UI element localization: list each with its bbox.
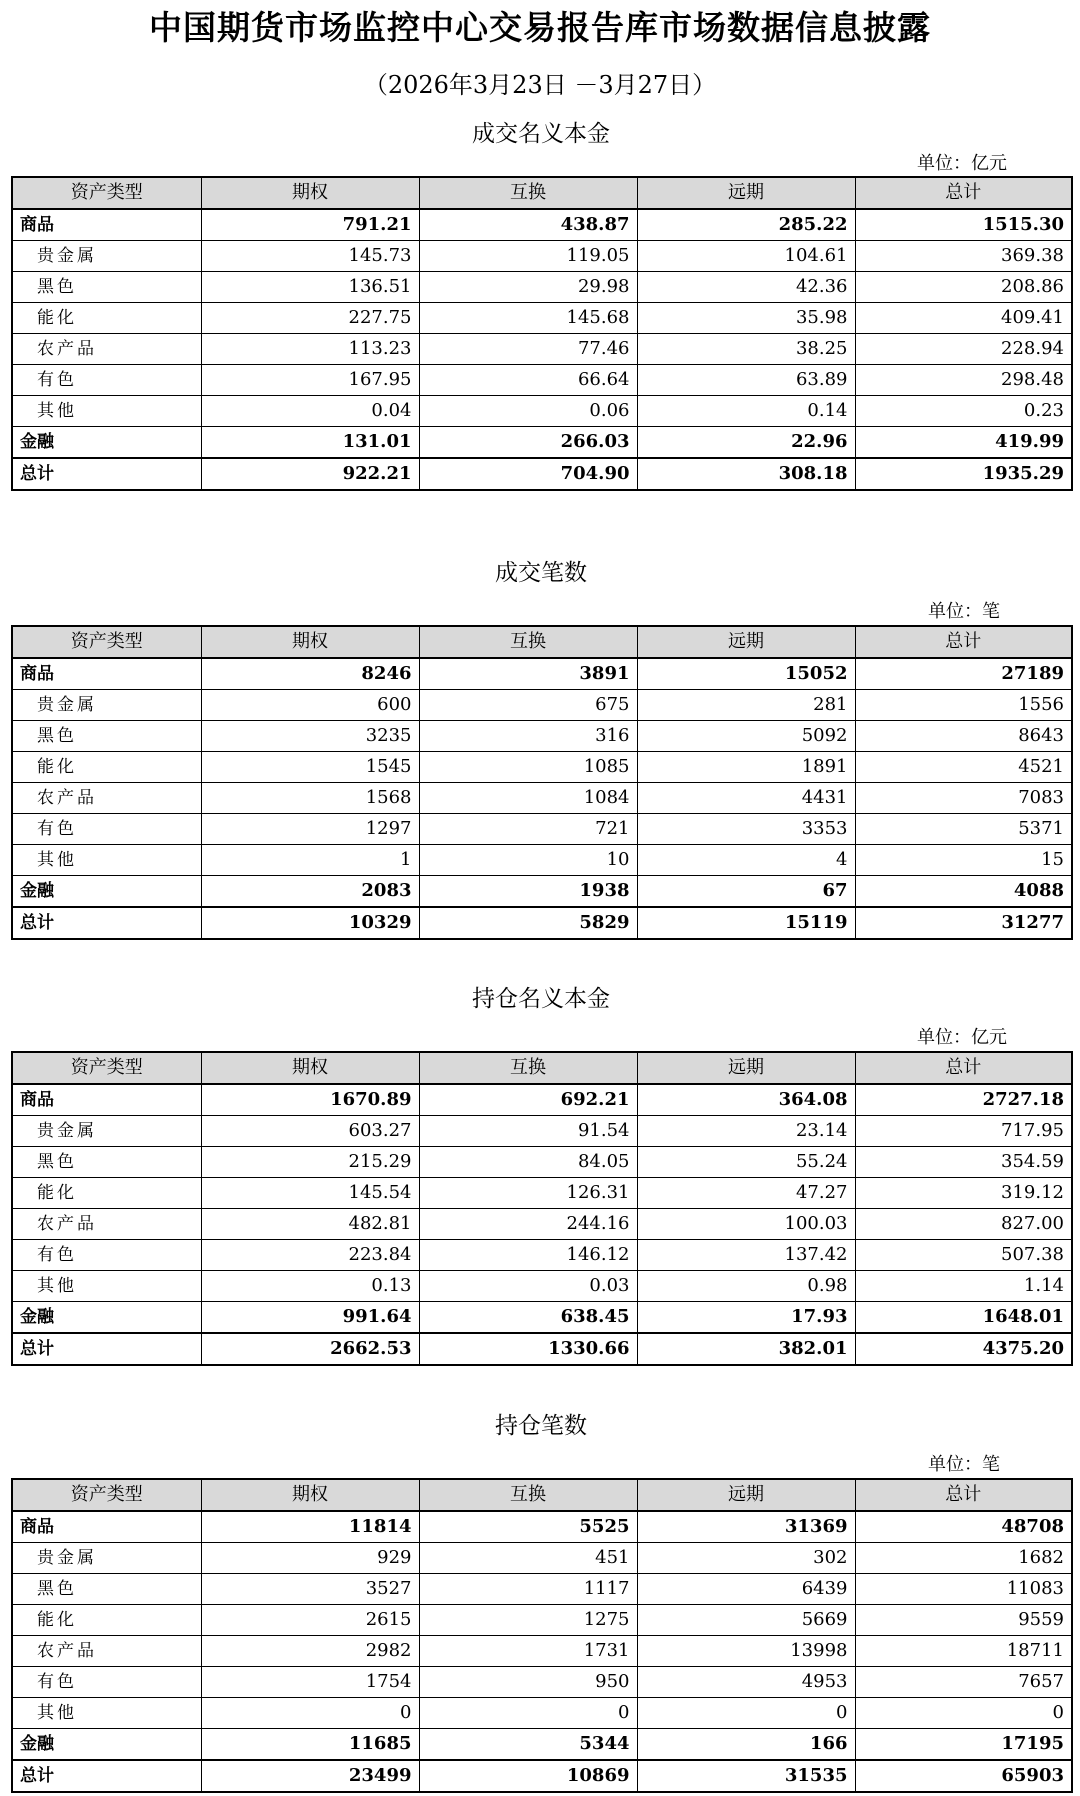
cell-option: 1754 [201,1667,419,1698]
row-label: 黑色 [12,721,201,752]
cell-swap: 1084 [419,783,637,814]
cell-swap: 266.03 [419,427,637,459]
cell-total: 11083 [855,1574,1072,1605]
cell-forward: 4953 [637,1667,855,1698]
row-label: 能化 [12,303,201,334]
table-row [12,303,1072,334]
table-header-row [12,1052,1072,1084]
cell-forward: 6439 [637,1574,855,1605]
row-label: 商品 [12,209,201,241]
col-header-forward: 远期 [637,177,855,209]
row-label: 商品 [12,1084,201,1116]
cell-forward: 31535 [637,1760,855,1792]
row-label: 能化 [12,1178,201,1209]
col-header-swap: 互换 [419,177,637,209]
cell-option: 145.73 [201,241,419,272]
cell-total: 7657 [855,1667,1072,1698]
row-label: 金融 [12,1302,201,1334]
col-header-forward: 远期 [637,1052,855,1084]
cell-swap: 0.03 [419,1271,637,1302]
table-row [12,272,1072,303]
cell-forward: 4 [637,845,855,876]
table-row-total [12,1333,1072,1365]
cell-option: 600 [201,690,419,721]
cell-total: 827.00 [855,1209,1072,1240]
cell-swap: 66.64 [419,365,637,396]
unit-label: 单位：亿元 [917,1027,1007,1048]
table-row [12,783,1072,814]
cell-forward: 4431 [637,783,855,814]
row-label: 农产品 [12,1209,201,1240]
cell-swap: 316 [419,721,637,752]
cell-option: 3235 [201,721,419,752]
cell-forward: 31369 [637,1511,855,1543]
cell-total: 8643 [855,721,1072,752]
cell-total: 228.94 [855,334,1072,365]
row-label: 有色 [12,1667,201,1698]
cell-swap: 10869 [419,1760,637,1792]
cell-forward: 308.18 [637,458,855,490]
row-label: 能化 [12,752,201,783]
cell-option: 3527 [201,1574,419,1605]
cell-forward: 281 [637,690,855,721]
row-label: 商品 [12,1511,201,1543]
table-row [12,721,1072,752]
table-row [12,690,1072,721]
cell-swap: 675 [419,690,637,721]
cell-forward: 35.98 [637,303,855,334]
cell-forward: 364.08 [637,1084,855,1116]
row-label: 金融 [12,876,201,908]
cell-forward: 22.96 [637,427,855,459]
cell-forward: 3353 [637,814,855,845]
table-row [12,427,1072,459]
row-label: 黑色 [12,1574,201,1605]
cell-swap: 126.31 [419,1178,637,1209]
col-header-option: 期权 [201,1479,419,1511]
table-row [12,1636,1072,1667]
page-title: 中国期货市场监控中心交易报告库市场数据信息披露 [149,8,931,47]
table-row [12,1605,1072,1636]
cell-total: 4521 [855,752,1072,783]
cell-swap: 10 [419,845,637,876]
row-label: 贵金属 [12,1116,201,1147]
cell-swap: 704.90 [419,458,637,490]
cell-total: 319.12 [855,1178,1072,1209]
col-header-option: 期权 [201,1052,419,1084]
table-row [12,658,1072,690]
cell-total: 354.59 [855,1147,1072,1178]
cell-total: 507.38 [855,1240,1072,1271]
cell-option: 10329 [201,907,419,939]
table-row-total [12,907,1072,939]
row-label: 金融 [12,1729,201,1761]
cell-swap: 692.21 [419,1084,637,1116]
cell-swap: 721 [419,814,637,845]
cell-total: 208.86 [855,272,1072,303]
table-row [12,1543,1072,1574]
row-label: 有色 [12,365,201,396]
table-row [12,752,1072,783]
cell-swap: 145.68 [419,303,637,334]
row-label: 贵金属 [12,1543,201,1574]
cell-option: 1568 [201,783,419,814]
cell-swap: 1275 [419,1605,637,1636]
cell-option: 145.54 [201,1178,419,1209]
cell-total: 7083 [855,783,1072,814]
cell-option: 991.64 [201,1302,419,1334]
cell-total: 27189 [855,658,1072,690]
row-label: 农产品 [12,1636,201,1667]
row-label: 能化 [12,1605,201,1636]
cell-forward: 0.98 [637,1271,855,1302]
cell-total: 419.99 [855,427,1072,459]
cell-forward: 67 [637,876,855,908]
row-label: 贵金属 [12,241,201,272]
unit-label: 单位：笔 [928,601,1000,622]
table-header-row [12,177,1072,209]
cell-swap: 1938 [419,876,637,908]
cell-swap: 1330.66 [419,1333,637,1365]
table-row [12,1147,1072,1178]
table-row [12,1729,1072,1761]
row-label: 其他 [12,396,201,427]
row-label: 其他 [12,1698,201,1729]
section-title: 持仓笔数 [495,1413,587,1439]
col-header-option: 期权 [201,177,419,209]
table-row [12,1240,1072,1271]
col-header-option: 期权 [201,626,419,658]
cell-forward: 13998 [637,1636,855,1667]
table-row [12,1667,1072,1698]
row-label: 总计 [12,1760,201,1792]
cell-total: 1935.29 [855,458,1072,490]
cell-swap: 119.05 [419,241,637,272]
table-row [12,876,1072,908]
row-label: 其他 [12,845,201,876]
table-row [12,1178,1072,1209]
cell-total: 31277 [855,907,1072,939]
data-table [11,176,1073,491]
cell-option: 2662.53 [201,1333,419,1365]
row-label: 金融 [12,427,201,459]
cell-total: 1.14 [855,1271,1072,1302]
cell-forward: 15052 [637,658,855,690]
cell-swap: 638.45 [419,1302,637,1334]
cell-total: 2727.18 [855,1084,1072,1116]
col-header-total: 总计 [855,1479,1072,1511]
row-label: 农产品 [12,334,201,365]
table-row-total [12,458,1072,490]
col-header-forward: 远期 [637,626,855,658]
cell-total: 18711 [855,1636,1072,1667]
table-header-row [12,626,1072,658]
cell-forward: 0.14 [637,396,855,427]
cell-option: 11814 [201,1511,419,1543]
section-title: 成交笔数 [495,560,587,586]
cell-total: 369.38 [855,241,1072,272]
col-header-asset-type: 资产类型 [12,1052,201,1084]
cell-forward: 302 [637,1543,855,1574]
cell-forward: 166 [637,1729,855,1761]
cell-swap: 1117 [419,1574,637,1605]
cell-option: 23499 [201,1760,419,1792]
cell-option: 227.75 [201,303,419,334]
table-row [12,241,1072,272]
cell-forward: 285.22 [637,209,855,241]
cell-forward: 55.24 [637,1147,855,1178]
cell-swap: 0.06 [419,396,637,427]
cell-swap: 1731 [419,1636,637,1667]
table-row [12,365,1072,396]
row-label: 总计 [12,1333,201,1365]
cell-option: 136.51 [201,272,419,303]
row-label: 贵金属 [12,690,201,721]
col-header-swap: 互换 [419,626,637,658]
table-row [12,1209,1072,1240]
cell-option: 482.81 [201,1209,419,1240]
row-label: 有色 [12,814,201,845]
col-header-total: 总计 [855,1052,1072,1084]
cell-total: 1515.30 [855,209,1072,241]
cell-forward: 47.27 [637,1178,855,1209]
section-title: 持仓名义本金 [472,986,610,1012]
section-title: 成交名义本金 [472,121,610,147]
cell-total: 4088 [855,876,1072,908]
cell-total: 0 [855,1698,1072,1729]
cell-swap: 5829 [419,907,637,939]
table-row [12,814,1072,845]
cell-forward: 17.93 [637,1302,855,1334]
cell-option: 0.13 [201,1271,419,1302]
row-label: 有色 [12,1240,201,1271]
cell-option: 131.01 [201,427,419,459]
data-table [11,625,1073,940]
cell-total: 0.23 [855,396,1072,427]
cell-total: 1556 [855,690,1072,721]
cell-option: 0 [201,1698,419,1729]
cell-swap: 84.05 [419,1147,637,1178]
row-label: 黑色 [12,1147,201,1178]
cell-option: 0.04 [201,396,419,427]
cell-forward: 63.89 [637,365,855,396]
cell-option: 2982 [201,1636,419,1667]
table-row [12,334,1072,365]
cell-forward: 137.42 [637,1240,855,1271]
row-label: 农产品 [12,783,201,814]
col-header-forward: 远期 [637,1479,855,1511]
cell-forward: 42.36 [637,272,855,303]
col-header-total: 总计 [855,177,1072,209]
table-row [12,209,1072,241]
cell-option: 223.84 [201,1240,419,1271]
cell-forward: 1891 [637,752,855,783]
data-table [11,1051,1073,1366]
col-header-asset-type: 资产类型 [12,177,201,209]
cell-forward: 15119 [637,907,855,939]
cell-forward: 5669 [637,1605,855,1636]
cell-forward: 382.01 [637,1333,855,1365]
cell-swap: 91.54 [419,1116,637,1147]
cell-option: 215.29 [201,1147,419,1178]
cell-forward: 23.14 [637,1116,855,1147]
cell-total: 15 [855,845,1072,876]
cell-option: 11685 [201,1729,419,1761]
cell-swap: 5525 [419,1511,637,1543]
table-row [12,1698,1072,1729]
cell-total: 65903 [855,1760,1072,1792]
cell-total: 1648.01 [855,1302,1072,1334]
cell-option: 791.21 [201,209,419,241]
cell-total: 48708 [855,1511,1072,1543]
data-table [11,1478,1073,1793]
cell-total: 9559 [855,1605,1072,1636]
table-row [12,1302,1072,1334]
cell-total: 17195 [855,1729,1072,1761]
table-row [12,396,1072,427]
cell-forward: 0 [637,1698,855,1729]
cell-swap: 0 [419,1698,637,1729]
date-range: （2026年3月23日 －3月27日） [363,71,717,99]
cell-swap: 438.87 [419,209,637,241]
cell-swap: 1085 [419,752,637,783]
cell-swap: 451 [419,1543,637,1574]
table-row [12,1511,1072,1543]
cell-swap: 146.12 [419,1240,637,1271]
row-label: 其他 [12,1271,201,1302]
cell-swap: 77.46 [419,334,637,365]
cell-option: 603.27 [201,1116,419,1147]
cell-total: 409.41 [855,303,1072,334]
cell-option: 1545 [201,752,419,783]
table-row-total [12,1760,1072,1792]
col-header-asset-type: 资产类型 [12,1479,201,1511]
col-header-total: 总计 [855,626,1072,658]
cell-option: 2615 [201,1605,419,1636]
cell-option: 8246 [201,658,419,690]
table-row [12,1084,1072,1116]
cell-total: 5371 [855,814,1072,845]
cell-total: 4375.20 [855,1333,1072,1365]
cell-option: 1297 [201,814,419,845]
table-row [12,1116,1072,1147]
unit-label: 单位：笔 [928,1454,1000,1475]
cell-swap: 5344 [419,1729,637,1761]
table-row [12,1271,1072,1302]
cell-swap: 244.16 [419,1209,637,1240]
col-header-swap: 互换 [419,1052,637,1084]
cell-option: 1 [201,845,419,876]
row-label: 商品 [12,658,201,690]
col-header-asset-type: 资产类型 [12,626,201,658]
cell-forward: 100.03 [637,1209,855,1240]
cell-total: 717.95 [855,1116,1072,1147]
table-row [12,1574,1072,1605]
cell-swap: 3891 [419,658,637,690]
cell-option: 167.95 [201,365,419,396]
cell-forward: 104.61 [637,241,855,272]
cell-option: 113.23 [201,334,419,365]
row-label: 总计 [12,458,201,490]
unit-label: 单位：亿元 [917,153,1007,174]
cell-forward: 5092 [637,721,855,752]
col-header-swap: 互换 [419,1479,637,1511]
cell-swap: 29.98 [419,272,637,303]
cell-option: 2083 [201,876,419,908]
cell-total: 298.48 [855,365,1072,396]
cell-option: 1670.89 [201,1084,419,1116]
row-label: 总计 [12,907,201,939]
table-row [12,845,1072,876]
cell-swap: 950 [419,1667,637,1698]
cell-option: 922.21 [201,458,419,490]
cell-total: 1682 [855,1543,1072,1574]
table-header-row [12,1479,1072,1511]
cell-option: 929 [201,1543,419,1574]
cell-forward: 38.25 [637,334,855,365]
row-label: 黑色 [12,272,201,303]
